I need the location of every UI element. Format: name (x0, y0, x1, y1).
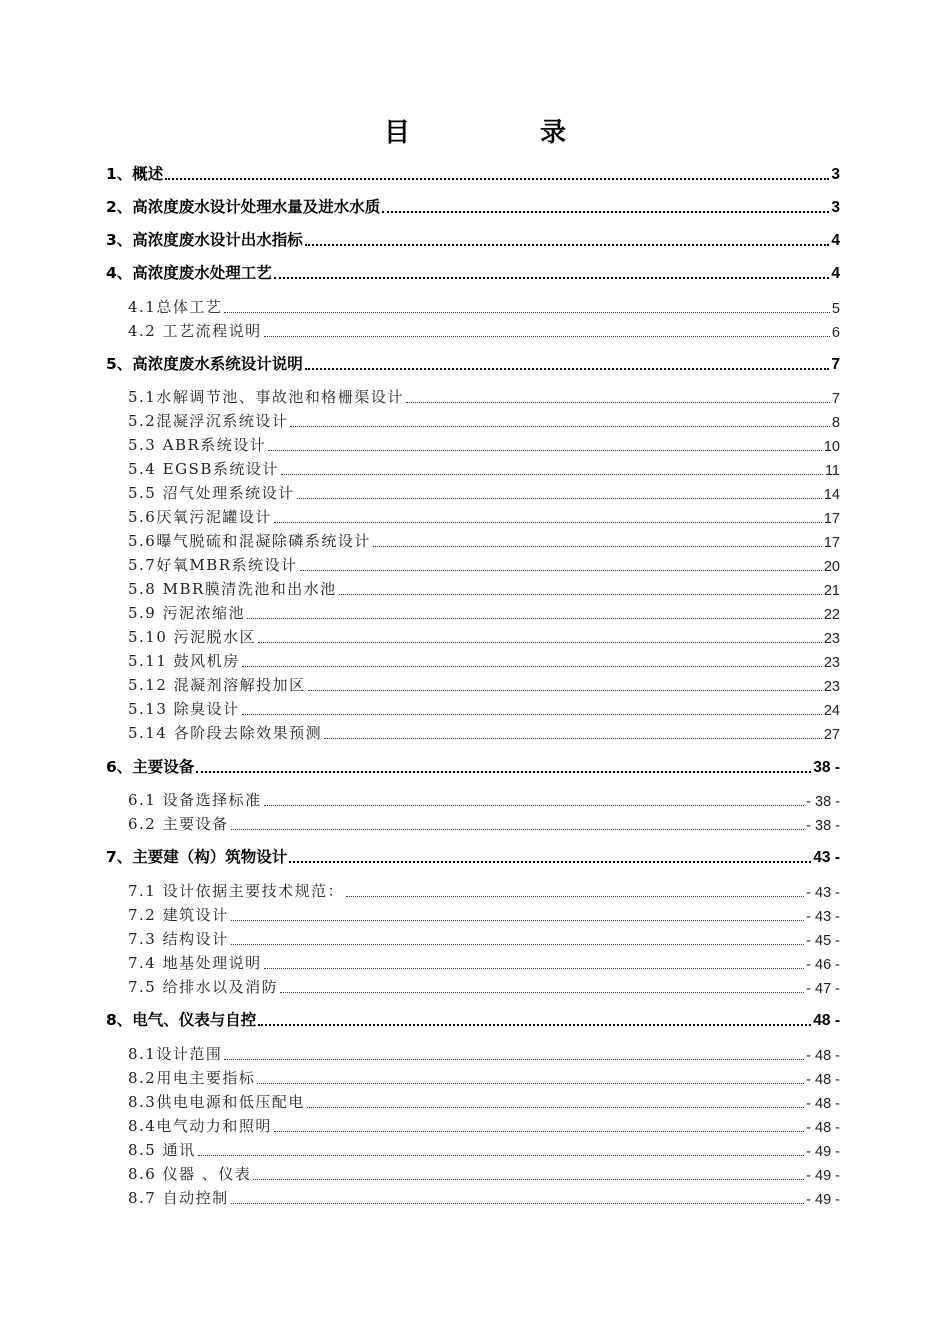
toc-entry-7-3[interactable] (128, 929, 840, 949)
toc-entry-label: 5.11 鼓风机房 (128, 652, 240, 670)
toc-entry-page: - 38 - (806, 794, 840, 810)
toc-entry-8-5[interactable] (128, 1140, 840, 1160)
dot-leader (247, 618, 822, 619)
toc-entry-label: 8.6 仪器 、仪表 (128, 1165, 252, 1183)
dot-leader (242, 666, 822, 667)
dot-leader (224, 1059, 804, 1060)
toc-entry-5-1[interactable] (128, 387, 840, 407)
toc-entry-7-1[interactable] (128, 881, 840, 901)
dot-leader (224, 312, 830, 313)
toc-entry-page: - 48 - (806, 1072, 840, 1088)
toc-entry-4-1[interactable] (128, 297, 840, 317)
toc-entry-page: - 49 - (806, 1168, 840, 1184)
dot-leader (297, 498, 822, 499)
toc-entry-5[interactable] (106, 354, 840, 374)
toc-entry-label: 5.7好氧MBR系统设计 (128, 556, 298, 574)
toc-entry-label: 5、高浓度废水系统设计说明 (106, 355, 303, 373)
dot-leader (346, 896, 804, 897)
toc-entry-8-7[interactable] (128, 1188, 840, 1208)
toc-entry-page: - 49 - (806, 1192, 840, 1208)
toc-entry-page: 7 (831, 391, 840, 407)
toc-entry-label: 5.10 污泥脱水区 (128, 628, 257, 646)
toc-entry-label: 5.6厌氧污泥罐设计 (128, 508, 272, 526)
toc-entry-5-11[interactable] (128, 651, 840, 671)
toc-entry-page: 38 - (813, 759, 840, 776)
toc-entry-page: - 48 - (806, 1120, 840, 1136)
toc-entry-label: 6.2 主要设备 (128, 815, 229, 833)
dot-leader (231, 829, 805, 830)
dot-leader (274, 522, 822, 523)
dot-leader (290, 426, 830, 427)
toc-entry-page: 21 (823, 583, 840, 599)
toc-entry-page: 7 (831, 356, 840, 373)
toc-entry-label: 5.12 混凝剂溶解投加区 (128, 676, 306, 694)
toc-entry-label: 5.13 除臭设计 (128, 700, 240, 718)
toc-entry-label: 1、概述 (106, 165, 164, 183)
toc-entry-label: 5.9 污泥浓缩池 (128, 604, 246, 622)
toc-entry-page: 5 (831, 301, 840, 317)
dot-leader (268, 450, 822, 451)
toc-entry-1[interactable] (106, 164, 840, 184)
toc-entry-8-6[interactable] (128, 1164, 840, 1184)
dot-leader (258, 1024, 811, 1026)
toc-entry-label: 6.1 设备选择标准 (128, 791, 262, 809)
toc-entry-page: - 46 - (806, 957, 840, 973)
dot-leader (231, 1203, 805, 1204)
toc-entry-6-2[interactable] (128, 814, 840, 834)
toc-entry-page: 27 (823, 727, 840, 743)
dot-leader (281, 474, 823, 475)
toc-entry-5-9[interactable] (128, 603, 840, 623)
toc-entry-5-7[interactable] (128, 555, 840, 575)
toc-entry-page: 48 - (813, 1012, 840, 1029)
toc-entry-page: 3 (831, 199, 840, 216)
dot-leader (274, 277, 830, 279)
dot-leader (308, 690, 822, 691)
dot-leader (198, 1155, 805, 1156)
toc-entry-label: 5.6曝气脱硫和混凝除磷系统设计 (128, 532, 371, 550)
toc-entry-label: 8.4电气动力和照明 (128, 1117, 272, 1135)
toc-entry-page: - 48 - (806, 1048, 840, 1064)
toc-entry-page: - 49 - (806, 1144, 840, 1160)
toc-entry-page: 3 (831, 166, 840, 183)
toc-entry-6[interactable] (106, 757, 840, 777)
toc-entry-8-2[interactable] (128, 1068, 840, 1088)
dot-leader (231, 920, 805, 921)
toc-entry-7[interactable] (106, 847, 840, 867)
dot-leader (264, 805, 805, 806)
toc-entry-label: 5.1水解调节池、事故池和格栅渠设计 (128, 388, 404, 406)
toc-entry-page: 14 (823, 487, 840, 503)
toc-entry-label: 8.1设计范围 (128, 1045, 223, 1063)
toc-entry-page: 4 (831, 265, 840, 282)
toc-entry-page: 17 (823, 511, 840, 527)
dot-leader (253, 1179, 804, 1180)
dot-leader (257, 1083, 804, 1084)
toc-entry-page: 22 (823, 607, 840, 623)
toc-entry-label: 5.14 各阶段去除效果预测 (128, 724, 323, 742)
dot-leader (373, 546, 822, 547)
toc-entry-page: - 38 - (806, 818, 840, 834)
dot-leader (339, 594, 822, 595)
toc-entry-page: 43 - (813, 849, 840, 866)
toc-entry-label: 5.5 沼气处理系统设计 (128, 484, 295, 502)
toc-entry-page: 11 (824, 463, 840, 479)
toc-entry-8-4[interactable] (128, 1116, 840, 1136)
toc-entry-label: 8.2用电主要指标 (128, 1069, 256, 1087)
toc-entry-5-3[interactable] (128, 435, 840, 455)
toc-title: 目 录 (383, 118, 618, 148)
toc-entry-page: - 48 - (806, 1096, 840, 1112)
dot-leader (406, 402, 830, 403)
dot-leader (196, 771, 811, 773)
toc-entry-label: 3、高浓度废水设计出水指标 (106, 231, 303, 249)
dot-leader (242, 714, 822, 715)
toc-entry-5-4[interactable] (128, 459, 840, 479)
dot-leader (305, 244, 830, 246)
dot-leader (264, 968, 805, 969)
toc-entry-label: 7、主要建（构）筑物设计 (106, 848, 288, 866)
toc-entry-page: 23 (823, 679, 840, 695)
toc-entry-8-1[interactable] (128, 1044, 840, 1064)
toc-entry-label: 8.7 自动控制 (128, 1189, 229, 1207)
dot-leader (382, 211, 829, 213)
toc-entry-label: 5.3 ABR系统设计 (128, 436, 267, 454)
toc-entry-label: 2、高浓度废水设计处理水量及进水水质 (106, 198, 381, 216)
toc-entry-page: 23 (823, 655, 840, 671)
toc-entry-page: 4 (831, 232, 840, 249)
toc-entry-5-6a[interactable] (128, 507, 840, 527)
toc-entry-label: 4、高浓度废水处理工艺 (106, 264, 272, 282)
dot-leader (300, 570, 822, 571)
toc-entry-page: 17 (823, 535, 840, 551)
toc-entry-page: 6 (831, 325, 840, 341)
toc-entry-page: 8 (831, 415, 840, 431)
toc-entry-label: 8.3供电电源和低压配电 (128, 1093, 305, 1111)
dot-leader (274, 1131, 804, 1132)
toc-entry-7-5[interactable] (128, 977, 840, 997)
toc-entry-7-4[interactable] (128, 953, 840, 973)
dot-leader (307, 1107, 804, 1108)
toc-entry-page: - 47 - (806, 981, 840, 997)
toc-entry-5-8[interactable] (128, 579, 840, 599)
toc-entry-page: 20 (823, 559, 840, 575)
toc-entry-5-13[interactable] (128, 699, 840, 719)
toc-entry-2[interactable] (106, 197, 840, 217)
toc-entry-page: 10 (823, 439, 840, 455)
toc-entry-label: 7.3 结构设计 (128, 930, 229, 948)
toc-entry-8-3[interactable] (128, 1092, 840, 1112)
toc-entry-label: 7.2 建筑设计 (128, 906, 229, 924)
toc-entry-label: 8、电气、仪表与自控 (106, 1011, 257, 1029)
toc-entry-label: 7.1 设计依据主要技术规范： (128, 882, 345, 900)
dot-leader (324, 738, 822, 739)
toc-entry-label: 7.4 地基处理说明 (128, 954, 262, 972)
toc-entry-label: 5.8 MBR膜清洗池和出水池 (128, 580, 337, 598)
toc-entry-page: - 43 - (806, 885, 840, 901)
toc-entry-label: 4.1总体工艺 (128, 298, 223, 316)
dot-leader (231, 944, 805, 945)
toc-entry-5-6b[interactable] (128, 531, 840, 551)
toc-entry-5-10[interactable] (128, 627, 840, 647)
toc-entry-page: 23 (823, 631, 840, 647)
toc-entry-5-12[interactable] (128, 675, 840, 695)
toc-entry-page: - 45 - (806, 933, 840, 949)
toc-entry-page: - 43 - (806, 909, 840, 925)
toc-entry-label: 6、主要设备 (106, 758, 195, 776)
toc-entry-label: 8.5 通讯 (128, 1141, 196, 1159)
toc-entry-label: 7.5 给排水以及消防 (128, 978, 279, 996)
toc-entry-3[interactable] (106, 230, 840, 250)
toc-entry-5-2[interactable] (128, 411, 840, 431)
toc-entry-5-14[interactable] (128, 723, 840, 743)
toc-entry-label: 4.2 工艺流程说明 (128, 322, 262, 340)
toc-entry-5-5[interactable] (128, 483, 840, 503)
toc-entry-label: 5.2混凝浮沉系统设计 (128, 412, 289, 430)
toc-entry-7-2[interactable] (128, 905, 840, 925)
dot-leader (165, 178, 829, 180)
toc-entry-page: 24 (823, 703, 840, 719)
dot-leader (289, 861, 811, 863)
toc-entry-6-1[interactable] (128, 790, 840, 810)
toc-entry-4[interactable] (106, 263, 840, 283)
toc-entry-4-2[interactable] (128, 321, 840, 341)
dot-leader (258, 642, 822, 643)
toc-entry-8[interactable] (106, 1010, 840, 1030)
dot-leader (305, 368, 830, 370)
toc-entry-label: 5.4 EGSB系统设计 (128, 460, 279, 478)
dot-leader (264, 336, 830, 337)
dot-leader (280, 992, 804, 993)
